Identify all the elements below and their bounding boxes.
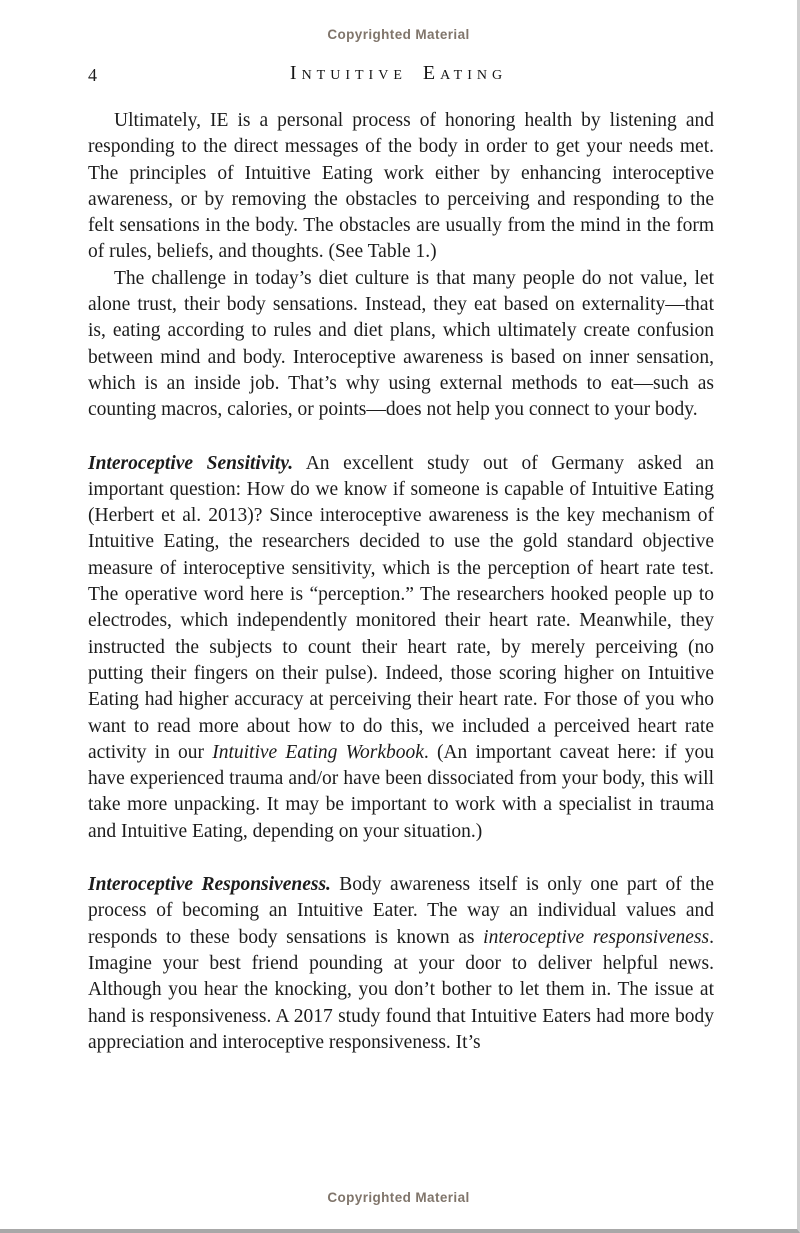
diet-culture-paragraph	[88, 266, 714, 424]
opening-paragraph	[88, 108, 714, 266]
page-number: 4	[88, 65, 97, 85]
text-run: interoceptive responsiveness	[483, 926, 710, 948]
section-lead-in: Interoceptive Sensitivity.	[88, 452, 294, 474]
interoceptive-sensitivity-section	[88, 451, 714, 845]
text-run: An excellent study out of Germany asked an important question: How do we know if someone is capable of Intuitive Eating (Herbert et al. 2013)? Since interoceptive awareness is the key mechanism of Intuitive Eating, the researchers decided to use the gold standard objective measure of interoceptive sensitivity, which is the perception of heart rate test. The operative word here is “perception.” The researchers hooked people up to electrodes, which independently monitored their heart rate. Meanwhile, they instructed the subjects to count their heart rate, by merely perceiving (no putting their fingers on their pulse). Indeed, those scoring higher on Intuitive Eating had higher accuracy at perceiving their heart rate. For those of you who want to read more about how to do this, we included a perceived heart rate activity in our	[88, 452, 714, 763]
copyright-notice-top: Copyrighted Material	[327, 27, 470, 42]
interoceptive-responsiveness-section	[88, 872, 714, 1056]
page-body	[88, 108, 714, 1056]
running-title: Intuitive Eating	[289, 62, 508, 84]
text-run: Intuitive Eating Workbook	[212, 741, 424, 763]
text-run: Ultimately, IE is a personal process of honoring health by listening and responding to the direct messages of the body in order to get your needs met. The principles of Intuitive Eating work either by enhancing interoceptive awareness, or by removing the obstacles to perceiving and responding to the felt sensations in the body. The obstacles are usually from the mind in the form of rules, beliefs, and thoughts. (See Table 1.)	[88, 110, 714, 263]
text-run: . (An important caveat here: if you have experienced trauma and/or have been dissociated from your body, this will take more unpacking. It may be important to work with a specialist in trauma and Intuitive Eating, depending on your situation.)	[88, 741, 714, 842]
copyright-notice-bottom: Copyrighted Material	[327, 1190, 470, 1205]
section-lead-in: Interoceptive Responsiveness.	[88, 874, 331, 896]
text-run: The challenge in today’s diet culture is that many people do not value, let alone trust, their body sensations. Instead, they eat based on externality—that is, eating according to rules and diet plans, which ultimately create confusion between mind and body. Interoceptive awareness is based on inner sensation, which is an inside job. That’s why using external methods to eat—such as counting macros, calories, or points—does not help you connect to your body.	[88, 267, 714, 421]
text-run: . Imagine your best friend pounding at your door to deliver helpful news. Although you hear the knocking, you don’t bother to let them in. The issue at hand is responsiveness. A 2017 study found that Intuitive Eaters had more body appreciation and interoceptive responsiveness. It’s	[88, 926, 714, 1053]
text-run: Body awareness itself is only one part of the process of becoming an Intuitive Eater. The way an individual values and responds to these body sensations is known as	[88, 874, 714, 948]
page-header	[88, 62, 709, 88]
